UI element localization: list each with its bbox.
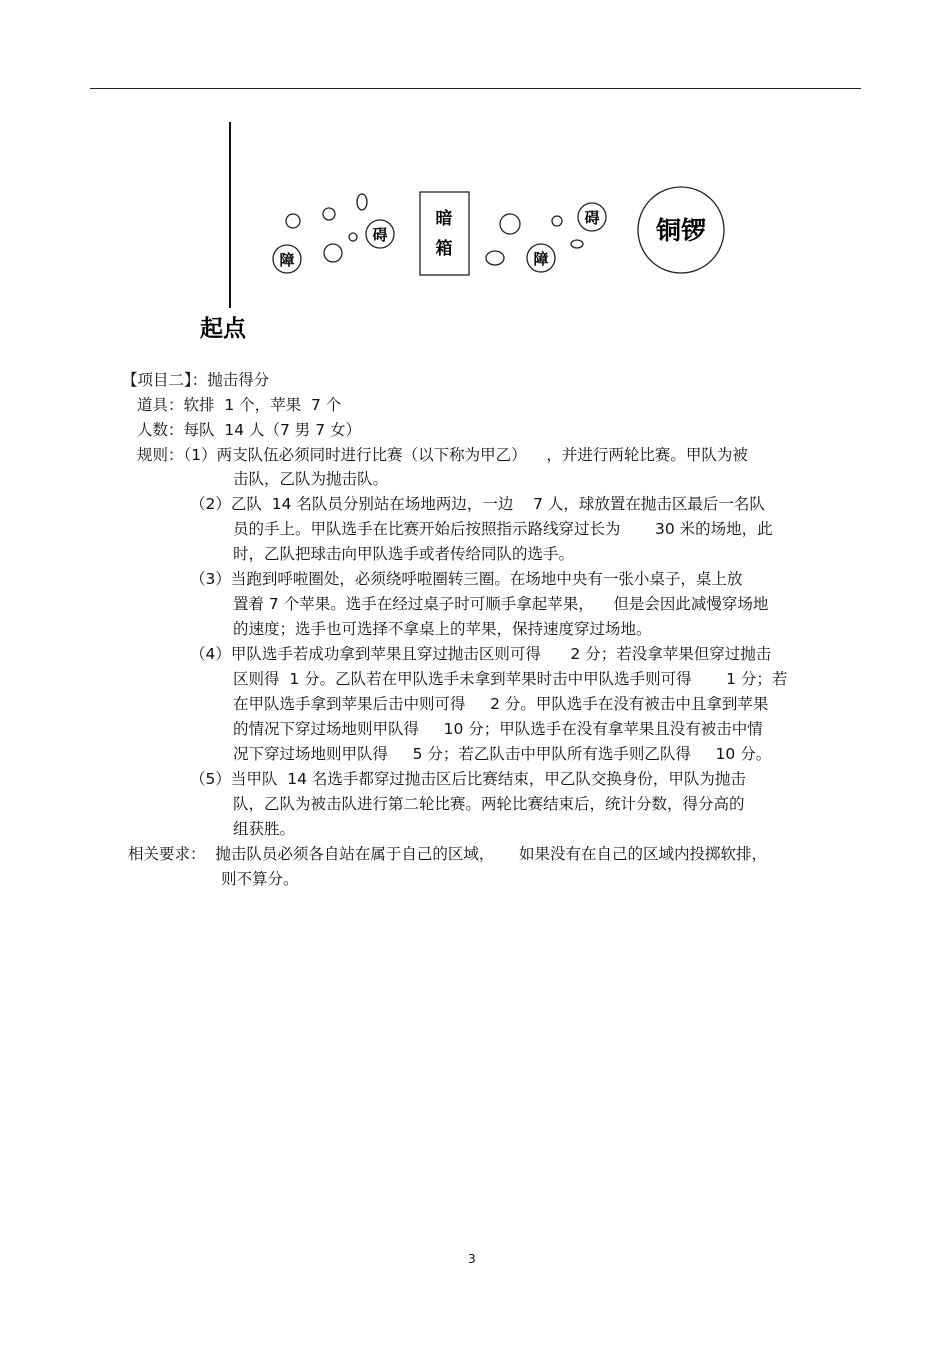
rule-line: 的速度；选手也可选择不拿桌上的苹果，保持速度穿过场地。	[233, 620, 652, 638]
rule-line: 员的手上。甲队选手在比赛开始后按照指示路线穿过长为 30 米的场地，此	[233, 520, 773, 538]
rule-line: （3）当跑到呼啦圈处，必须绕呼啦圈转三圈。在场地中央有一张小桌子，桌上放	[190, 570, 743, 588]
hoop	[349, 233, 357, 241]
rule-line: 在甲队选手拿到苹果后击中则可得 2 分。甲队选手在没有被击中且拿到苹果	[233, 695, 769, 713]
hoop	[323, 208, 335, 220]
course-diagram	[0, 0, 950, 360]
hoop	[486, 251, 504, 265]
rule-line: 规则：（1）两支队伍必须同时进行比赛（以下称为甲乙） ，并进行两轮比赛。甲队为被	[137, 446, 748, 464]
dark-box	[420, 192, 469, 275]
gong-label: 铜锣	[655, 216, 707, 245]
start-label: 起点	[200, 315, 246, 342]
rule-line: 况下穿过场地则甲队得 5 分；若乙队击中甲队所有选手则乙队得 10 分。	[233, 745, 772, 763]
dark-box-label: 箱	[435, 239, 453, 259]
rule-line: 队，乙队为被击队进行第二轮比赛。两轮比赛结束后，统计分数，得分高的	[233, 795, 745, 813]
rule-line: 击队，乙队为抛击队。	[233, 470, 389, 488]
hoop	[324, 244, 342, 262]
obstacle-label: 障	[279, 251, 295, 269]
rule-line: 时，乙队把球击向甲队选手或者传给同队的选手。	[233, 545, 575, 563]
hoop	[286, 214, 300, 228]
rule-line: （5）当甲队 14 名选手都穿过抛击区后比赛结束，甲乙队交换身份，甲队为抛击	[190, 770, 746, 788]
requirements-line: 则不算分。	[221, 870, 299, 888]
hoop	[552, 216, 562, 226]
obstacle-label: 障	[533, 250, 549, 268]
page-number: 3	[468, 1252, 476, 1266]
rule-line: 区则得 1 分。乙队若在甲队选手未拿到苹果时击中甲队选手则可得 1 分；若	[233, 670, 788, 688]
requirements-line: 相关要求： 抛击队员必须各自站在属于自己的区域， 如果没有在自己的区域内投掷软排，	[128, 845, 767, 863]
rule-line: 的情况下穿过场地则甲队得 10 分；甲队选手在没有拿苹果且没有被击中情	[233, 720, 763, 738]
section-title: 【项目二】：抛击得分	[122, 371, 270, 389]
rule-line: （4）甲队选手若成功拿到苹果且穿过抛击区则可得 2 分；若没拿苹果但穿过抛击	[190, 645, 772, 663]
rule-line: 置着 7 个苹果。选手在经过桌子时可顺手拿起苹果， 但是会因此减慢穿场地	[233, 595, 769, 613]
obstacle-label: 碍	[584, 209, 600, 227]
rule-line: （2）乙队 14 名队员分别站在场地两边，一边 7 人，球放置在抛击区最后一名队	[190, 495, 765, 513]
dark-box-label: 暗	[435, 209, 453, 229]
equipment-line: 道具：软排 1 个，苹果 7 个	[137, 396, 342, 414]
obstacle-label: 碍	[372, 226, 388, 244]
rule-line: 组获胜。	[233, 820, 296, 838]
hoop	[500, 214, 520, 234]
people-line: 人数：每队 14 人（7 男 7 女）	[137, 421, 362, 439]
hoop	[571, 240, 583, 248]
hoop	[357, 194, 367, 210]
